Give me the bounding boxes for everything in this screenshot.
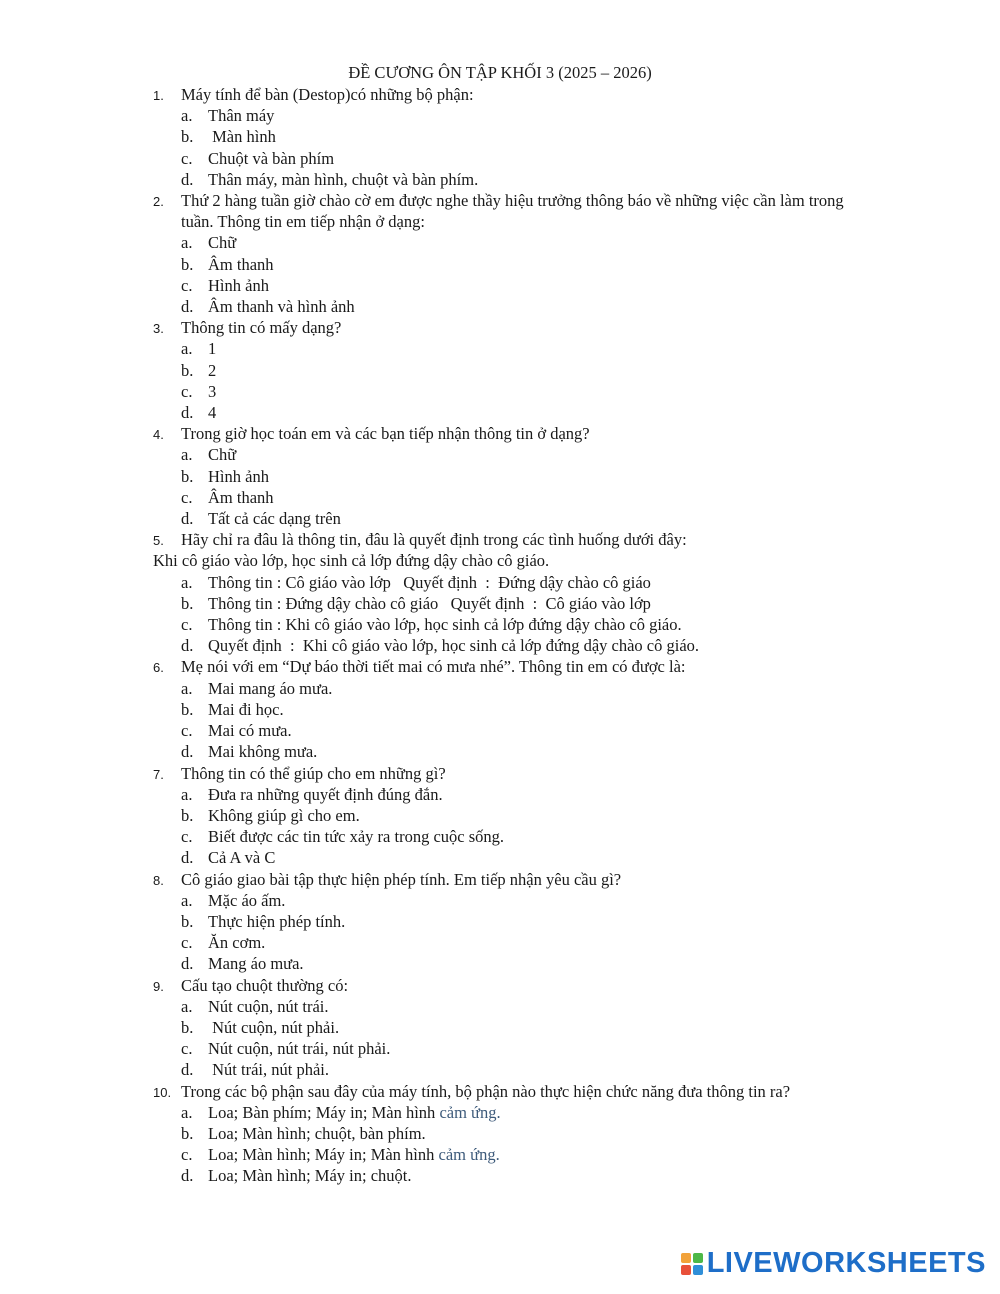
option-label: d. xyxy=(181,297,194,317)
option-label: d. xyxy=(181,636,194,656)
option-label: d. xyxy=(181,742,194,762)
option-text: Ăn cơm. xyxy=(208,933,266,953)
option-label: a. xyxy=(181,106,193,126)
option-text: Cả A và C xyxy=(208,848,276,868)
option-text: Mang áo mưa. xyxy=(208,954,304,974)
question-scenario: Khi cô giáo vào lớp, học sinh cả lớp đứng dậy chào cô giáo. xyxy=(153,551,550,571)
option-text: Thân máy, màn hình, chuột và bàn phím. xyxy=(208,169,479,189)
question-text: Thứ 2 hàng tuần giờ chào cờ em được nghe thầy hiệu trưởng thông báo về những việc cần làm trong tuần. Thông tin em tiếp nhận ở dạng: xyxy=(181,191,844,232)
logo-square xyxy=(693,1265,703,1275)
answer-option[interactable] xyxy=(0,678,1000,699)
answer-option[interactable] xyxy=(0,169,1000,190)
option-label: b. xyxy=(181,360,194,380)
option-label: b. xyxy=(181,466,194,486)
option-text: Mai có mưa. xyxy=(208,721,292,741)
option-label: a. xyxy=(181,784,193,804)
option-label: c. xyxy=(181,1145,193,1165)
answer-option[interactable] xyxy=(0,126,1000,147)
option-text: Nút trái, nút phải. xyxy=(208,1060,329,1080)
answer-option[interactable] xyxy=(0,720,1000,741)
answer-option[interactable] xyxy=(0,360,1000,381)
answer-options xyxy=(0,444,1000,529)
question-stem xyxy=(0,869,861,890)
option-text: Loa; Màn hình; Máy in; Màn hình xyxy=(208,1145,439,1165)
answer-option[interactable] xyxy=(0,593,1000,614)
question-number: 1. xyxy=(153,88,164,103)
option-text: Thực hiện phép tính. xyxy=(208,911,346,931)
answer-option[interactable] xyxy=(0,1144,1000,1165)
answer-options xyxy=(0,232,1000,317)
answer-option[interactable] xyxy=(0,699,1000,720)
page-title: ĐỀ CƯƠNG ÔN TẬP KHỐI 3 (2025 – 2026) xyxy=(348,63,652,82)
question-stem xyxy=(0,84,861,105)
question-number: 4. xyxy=(153,427,164,443)
question-text: Trong các bộ phận sau đây của máy tính, bộ phận nào thực hiện chức năng đưa thông tin ra? xyxy=(181,1081,791,1101)
option-accent-text: cảm ứng. xyxy=(439,1102,501,1122)
question-stem xyxy=(0,529,861,550)
option-text: 1 xyxy=(208,339,217,359)
brand-watermark xyxy=(681,1247,986,1280)
answer-option[interactable] xyxy=(0,381,1000,402)
option-text: Quyết định : Khi cô giáo vào lớp, học sinh cả lớp đứng dậy chào cô giáo. xyxy=(208,636,700,656)
answer-option[interactable] xyxy=(0,487,1000,508)
option-label: c. xyxy=(181,487,193,507)
question-stem xyxy=(0,763,861,784)
answer-option[interactable] xyxy=(0,1165,1000,1186)
option-text: Loa; Màn hình; Máy in; chuột. xyxy=(208,1166,412,1186)
question-text: Trong giờ học toán em và các bạn tiếp nhận thông tin ở dạng? xyxy=(181,424,590,444)
answer-option[interactable] xyxy=(0,232,1000,253)
question-text: Hãy chỉ ra đâu là thông tin, đâu là quyết định trong các tình huống dưới đây: xyxy=(181,530,687,550)
option-label: c. xyxy=(181,1039,193,1059)
answer-option[interactable] xyxy=(0,890,1000,911)
logo-square xyxy=(693,1253,703,1263)
answer-option[interactable] xyxy=(0,1123,1000,1144)
option-text: Mai không mưa. xyxy=(208,742,318,762)
liveworksheets-logo-icon xyxy=(681,1253,703,1275)
answer-option[interactable] xyxy=(0,338,1000,359)
option-text: Hình ảnh xyxy=(208,275,269,295)
option-label: b. xyxy=(181,127,194,147)
answer-option[interactable] xyxy=(0,1038,1000,1059)
option-label: b. xyxy=(181,1017,194,1037)
question-number: 6. xyxy=(153,660,164,676)
question-number: 10. xyxy=(153,1084,172,1100)
option-label: d. xyxy=(181,848,194,868)
answer-option[interactable] xyxy=(0,572,1000,593)
answer-option[interactable] xyxy=(0,444,1000,465)
option-text: Không giúp gì cho em. xyxy=(208,805,360,825)
brand-name: LIVEWORKSHEETS xyxy=(706,1247,986,1279)
option-label: c. xyxy=(181,721,193,741)
question-text: Cô giáo giao bài tập thực hiện phép tính. Em tiếp nhận yêu cầu gì? xyxy=(181,869,622,889)
option-label: d. xyxy=(181,509,194,529)
question-stem xyxy=(0,656,861,677)
option-text: Chuột và bàn phím xyxy=(208,148,335,168)
option-text: 2 xyxy=(208,360,217,380)
option-label: a. xyxy=(181,572,193,592)
option-label: d. xyxy=(181,169,194,189)
option-text: Chữ xyxy=(208,233,237,253)
option-text: Mặc áo ấm. xyxy=(208,890,286,910)
logo-square xyxy=(681,1265,691,1275)
answer-option[interactable] xyxy=(0,932,1000,953)
answer-options xyxy=(0,572,1000,657)
option-text: Loa; Màn hình; chuột, bàn phím. xyxy=(208,1123,426,1143)
answer-option[interactable] xyxy=(0,508,1000,529)
option-label: a. xyxy=(181,233,193,253)
answer-option[interactable] xyxy=(0,1102,1000,1123)
answer-option[interactable] xyxy=(0,148,1000,169)
question-stem xyxy=(0,317,861,338)
question-number: 9. xyxy=(153,978,164,994)
answer-options xyxy=(0,338,1000,423)
option-text: Thông tin : Đứng dậy chào cô giáo Quyết định : Cô giáo vào lớp xyxy=(208,593,651,613)
option-text: Nút cuộn, nút trái. xyxy=(208,996,329,1016)
question-list xyxy=(0,84,1000,1187)
option-label: b. xyxy=(181,805,194,825)
option-text: Mai mang áo mưa. xyxy=(208,678,333,698)
answer-option[interactable] xyxy=(0,784,1000,805)
logo-square xyxy=(681,1253,691,1263)
question-number: 5. xyxy=(153,533,164,549)
question-text: Thông tin có thể giúp cho em những gì? xyxy=(181,763,446,783)
option-label: b. xyxy=(181,254,194,274)
option-label: d. xyxy=(181,403,194,423)
option-label: a. xyxy=(181,890,193,910)
question-text: Mẹ nói với em “Dự báo thời tiết mai có mưa nhé”. Thông tin em có được là: xyxy=(181,657,686,677)
option-text: Âm thanh và hình ảnh xyxy=(208,297,355,317)
option-label: c. xyxy=(181,148,193,168)
question-number: 3. xyxy=(153,321,164,337)
option-text: 3 xyxy=(208,381,217,401)
option-accent-text: cảm ứng. xyxy=(438,1145,500,1165)
option-label: a. xyxy=(181,1102,193,1122)
answer-option[interactable] xyxy=(0,996,1000,1017)
option-label: c. xyxy=(181,827,193,847)
answer-option[interactable] xyxy=(0,614,1000,635)
answer-option[interactable] xyxy=(0,953,1000,974)
option-label: c. xyxy=(181,615,193,635)
answer-option[interactable] xyxy=(0,275,1000,296)
option-text: Biết được các tin tức xảy ra trong cuộc sống. xyxy=(208,827,505,847)
option-text: Đưa ra những quyết định đúng đắn. xyxy=(208,784,443,804)
question-text: Cấu tạo chuột thường có: xyxy=(181,975,349,995)
answer-option[interactable] xyxy=(0,805,1000,826)
option-label: b. xyxy=(181,593,194,613)
option-text: Tất cả các dạng trên xyxy=(208,509,341,529)
option-label: a. xyxy=(181,996,193,1016)
answer-options xyxy=(0,784,1000,869)
option-label: d. xyxy=(181,1166,194,1186)
answer-options xyxy=(0,678,1000,763)
answer-option[interactable] xyxy=(0,1017,1000,1038)
answer-options xyxy=(0,890,1000,975)
option-label: a. xyxy=(181,339,193,359)
answer-option[interactable] xyxy=(0,254,1000,275)
option-text: Nút cuộn, nút trái, nút phải. xyxy=(208,1039,391,1059)
option-text: Thông tin : Khi cô giáo vào lớp, học sinh cả lớp đứng dậy chào cô giáo. xyxy=(208,615,682,635)
option-label: a. xyxy=(181,445,193,465)
option-text: Thân máy xyxy=(208,106,275,126)
option-label: b. xyxy=(181,1123,194,1143)
option-label: a. xyxy=(181,678,193,698)
question-stem xyxy=(0,975,861,996)
option-text: Âm thanh xyxy=(208,487,274,507)
answer-option[interactable] xyxy=(0,296,1000,317)
option-text: Màn hình xyxy=(208,127,276,147)
question-stem xyxy=(0,190,861,232)
option-label: c. xyxy=(181,381,193,401)
answer-option[interactable] xyxy=(0,466,1000,487)
option-text: Mai đi học. xyxy=(208,699,284,719)
answer-options xyxy=(0,105,1000,190)
answer-option[interactable] xyxy=(0,402,1000,423)
option-text: Thông tin : Cô giáo vào lớp Quyết định : Đứng dậy chào cô giáo xyxy=(208,572,651,592)
option-label: b. xyxy=(181,911,194,931)
question-stem xyxy=(0,1081,861,1102)
option-text: Hình ảnh xyxy=(208,466,269,486)
question-text: Thông tin có mấy dạng? xyxy=(181,318,342,338)
option-label: d. xyxy=(181,954,194,974)
option-label: d. xyxy=(181,1060,194,1080)
answer-option[interactable] xyxy=(0,826,1000,847)
option-label: b. xyxy=(181,699,194,719)
question-number: 2. xyxy=(153,194,164,210)
option-label: c. xyxy=(181,275,193,295)
answer-options xyxy=(0,1102,1000,1187)
answer-option[interactable] xyxy=(0,741,1000,762)
option-label: c. xyxy=(181,933,193,953)
option-text: Nút cuộn, nút phải. xyxy=(208,1017,340,1037)
question-number: 8. xyxy=(153,872,164,888)
answer-option[interactable] xyxy=(0,911,1000,932)
question-number: 7. xyxy=(153,766,164,782)
question-text: Máy tính để bàn (Destop)có những bộ phận: xyxy=(181,85,474,104)
option-text: Chữ xyxy=(208,445,237,465)
option-text: Âm thanh xyxy=(208,254,274,274)
question-stem xyxy=(0,423,861,444)
answer-option[interactable] xyxy=(0,847,1000,868)
option-text: 4 xyxy=(208,403,217,423)
answer-option[interactable] xyxy=(0,635,1000,656)
answer-option[interactable] xyxy=(0,105,1000,126)
answer-options xyxy=(0,996,1000,1081)
option-text: Loa; Bàn phím; Máy in; Màn hình xyxy=(208,1102,440,1122)
answer-option[interactable] xyxy=(0,1059,1000,1080)
